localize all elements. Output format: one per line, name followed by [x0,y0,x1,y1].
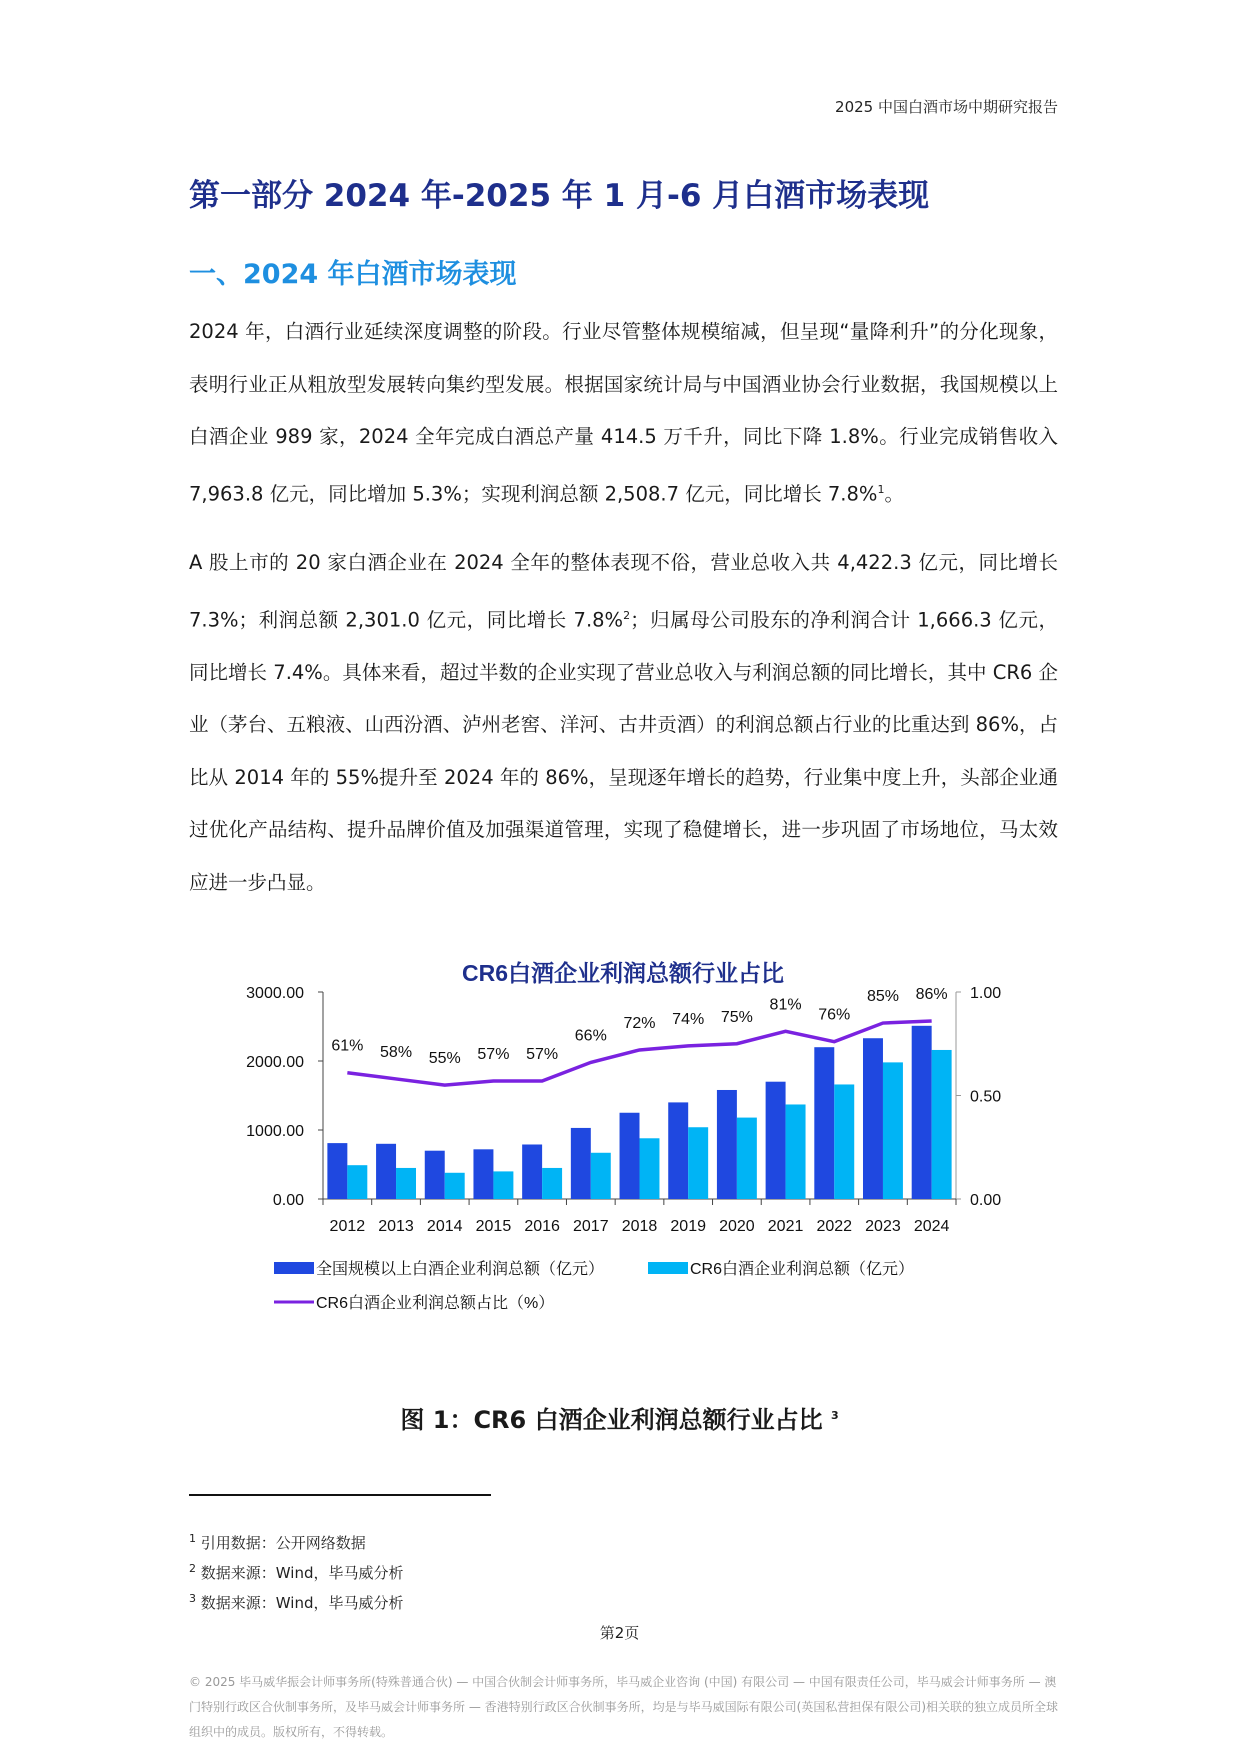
left-tick-label: 3000.00 [246,985,304,1002]
bar-national-profit [473,1149,493,1199]
bar-national-profit [668,1102,688,1199]
paragraph-2-text-a: A 股上市的 20 家白酒企业在 2024 全年的整体表现不俗，营业总收入共 4,422.3 亿元，同比增长 7.3%；利润总额 2,301.0 亿元，同比增长 7.8% [189,551,1058,631]
part-title: 第一部分 2024 年-2025 年 1 月-6 月白酒市场表现 [189,178,930,214]
data-label: 66% [574,1027,607,1045]
bar-cr6-profit [347,1165,367,1199]
footnote-ref[interactable]: 3 [830,1409,839,1422]
footnote-text: 数据来源：Wind，毕马威分析 [200,1594,404,1612]
data-label: 61% [331,1037,364,1055]
bar-cr6-profit [493,1171,513,1199]
x-tick-label: 2021 [767,1218,804,1235]
bar-cr6-profit [786,1104,806,1199]
bar-cr6-profit [445,1173,465,1199]
legend-swatch-national [274,1262,314,1274]
data-label: 72% [623,1014,656,1032]
x-tick-label: 2016 [524,1218,560,1235]
bar-national-profit [863,1038,883,1199]
paragraph-2 [189,537,1058,909]
footnote-divider [189,1494,491,1496]
bar-national-profit [620,1113,640,1199]
x-tick-label: 2019 [670,1218,706,1235]
right-tick-label: 0.00 [970,1192,1002,1209]
footnote-number: 3 [189,1592,196,1605]
legend-label-national: 全国规模以上白酒企业利润总额（亿元） [316,1261,605,1278]
bar-cr6-profit [737,1118,757,1199]
x-tick-label: 2012 [329,1218,366,1235]
data-label: 55% [428,1050,461,1068]
bar-cr6-profit [883,1062,903,1199]
bar-national-profit [814,1047,834,1199]
copyright-footer: © 2025 毕马威华振会计师事务所(特殊普通合伙) — 中国合伙制会计师事务所，毕马威企业咨询 (中国) 有限公司 — 中国有限责任公司，毕马威会计师事务所 — 澳门特别行政区合伙制事务所，及毕马威会计师事务所 — 香港特别行政区合伙制事务所，均是与毕马威国际有限公司(英国私营担保有限公司)相关联的独立成员所全球组织中的成员。版权所有，不得转载。 [189,1675,1058,1739]
page-number: 第2页 [599,1624,640,1642]
data-label: 57% [526,1046,559,1064]
footnote-3 [189,1592,403,1613]
legend-label-cr6: CR6白酒企业利润总额（亿元） [690,1261,915,1278]
bar-cr6-profit [591,1153,611,1199]
data-label: 57% [477,1046,510,1064]
footnote-1 [189,1532,366,1553]
footnote-ref[interactable]: 1 [877,482,885,496]
paragraph-1-text: 2024 年，白酒行业延续深度调整的阶段。行业尽管整体规模缩减，但呈现“量降利升”的分化现象，表明行业正从粗放型发展转向集约型发展。根据国家统计局与中国酒业协会行业数据，我国规模以上白酒企业 989 家，2024 全年完成白酒总产量 414.5 万千升，同比下降 1.8%。行业完成销售收入 7,963.8 亿元，同比增加 5.3%；实现利润总额 2,508.7 亿元，同比增长 7.8% [189,320,1058,505]
bar-national-profit [327,1143,347,1199]
paragraph-2-text-b: ；归属母公司股东的净利润合计 1,666.3 亿元，同比增长 7.4%。具体来看，超过半数的企业实现了营业总收入与利润总额的同比增长，其中 CR6 企业（茅台、五粮液、山西汾酒、泸州老窖、洋河、古井贡酒）的利润总额占行业的比重达到 86%，占比从 2014 年的 55%提升至 2024 年的 86%，呈现逐年增长的趋势，行业集中度上升，头部企业通过优化产品结构、提升品牌价值及加强渠道管理，实现了稳健增长，进一步巩固了市场地位，马太效应进一步凸显。 [189,608,1058,894]
footnote-text: 引用数据：公开网络数据 [200,1534,366,1552]
figure-caption [0,1400,1239,1435]
x-tick-label: 2020 [719,1218,755,1235]
section-title: 一、2024 年白酒市场表现 [189,259,517,290]
paragraph-1 [189,306,1058,521]
data-label: 74% [672,1010,705,1028]
bar-cr6-profit [542,1168,562,1199]
report-header-title: 2025 中国白酒市场中期研究报告 [835,98,1058,116]
right-tick-label: 1.00 [970,985,1002,1002]
left-tick-label: 2000.00 [246,1054,304,1071]
bar-national-profit [717,1090,737,1199]
chart-title: CR6白酒企业利润总额行业占比 [461,960,785,986]
legend-swatch-cr6 [648,1262,688,1274]
left-tick-label: 0.00 [272,1192,304,1209]
bar-cr6-profit [688,1127,708,1199]
x-tick-label: 2014 [426,1218,463,1235]
footnote-2 [189,1562,403,1583]
bar-cr6-profit [834,1084,854,1199]
bar-national-profit [425,1151,445,1199]
x-tick-label: 2023 [865,1218,901,1235]
paragraph-1-tail: 。 [884,482,904,505]
bar-national-profit [766,1082,786,1199]
footnote-number: 2 [189,1562,196,1575]
right-tick-label: 0.50 [970,1088,1002,1106]
bar-national-profit [376,1144,396,1199]
x-tick-label: 2017 [573,1218,609,1235]
figure-caption-text: 图 1：CR6 白酒企业利润总额行业占比 [400,1406,831,1434]
footnote-number: 1 [189,1532,196,1545]
legend-label-share: CR6白酒企业利润总额占比（%） [316,1295,555,1312]
bar-cr6-profit [640,1138,660,1199]
data-label: 75% [720,1008,753,1026]
footnote-text: 数据来源：Wind，毕马威分析 [200,1564,404,1582]
x-tick-label: 2015 [475,1218,512,1235]
cr6-profit-chart [0,940,1239,1320]
bar-national-profit [912,1026,932,1199]
x-tick-label: 2013 [378,1218,414,1235]
bar-cr6-profit [396,1168,416,1199]
data-label: 86% [915,985,948,1003]
footnote-ref[interactable]: 2 [623,608,631,622]
left-tick-label: 1000.00 [246,1123,304,1140]
data-label: 85% [866,988,899,1006]
x-tick-label: 2022 [816,1218,853,1235]
data-label: 76% [818,1006,851,1024]
bar-cr6-profit [932,1050,952,1199]
x-tick-label: 2024 [913,1218,950,1235]
bar-national-profit [571,1128,591,1199]
bar-national-profit [522,1144,542,1199]
data-label: 58% [380,1043,413,1061]
data-label: 81% [769,996,802,1014]
x-tick-label: 2018 [621,1218,658,1235]
